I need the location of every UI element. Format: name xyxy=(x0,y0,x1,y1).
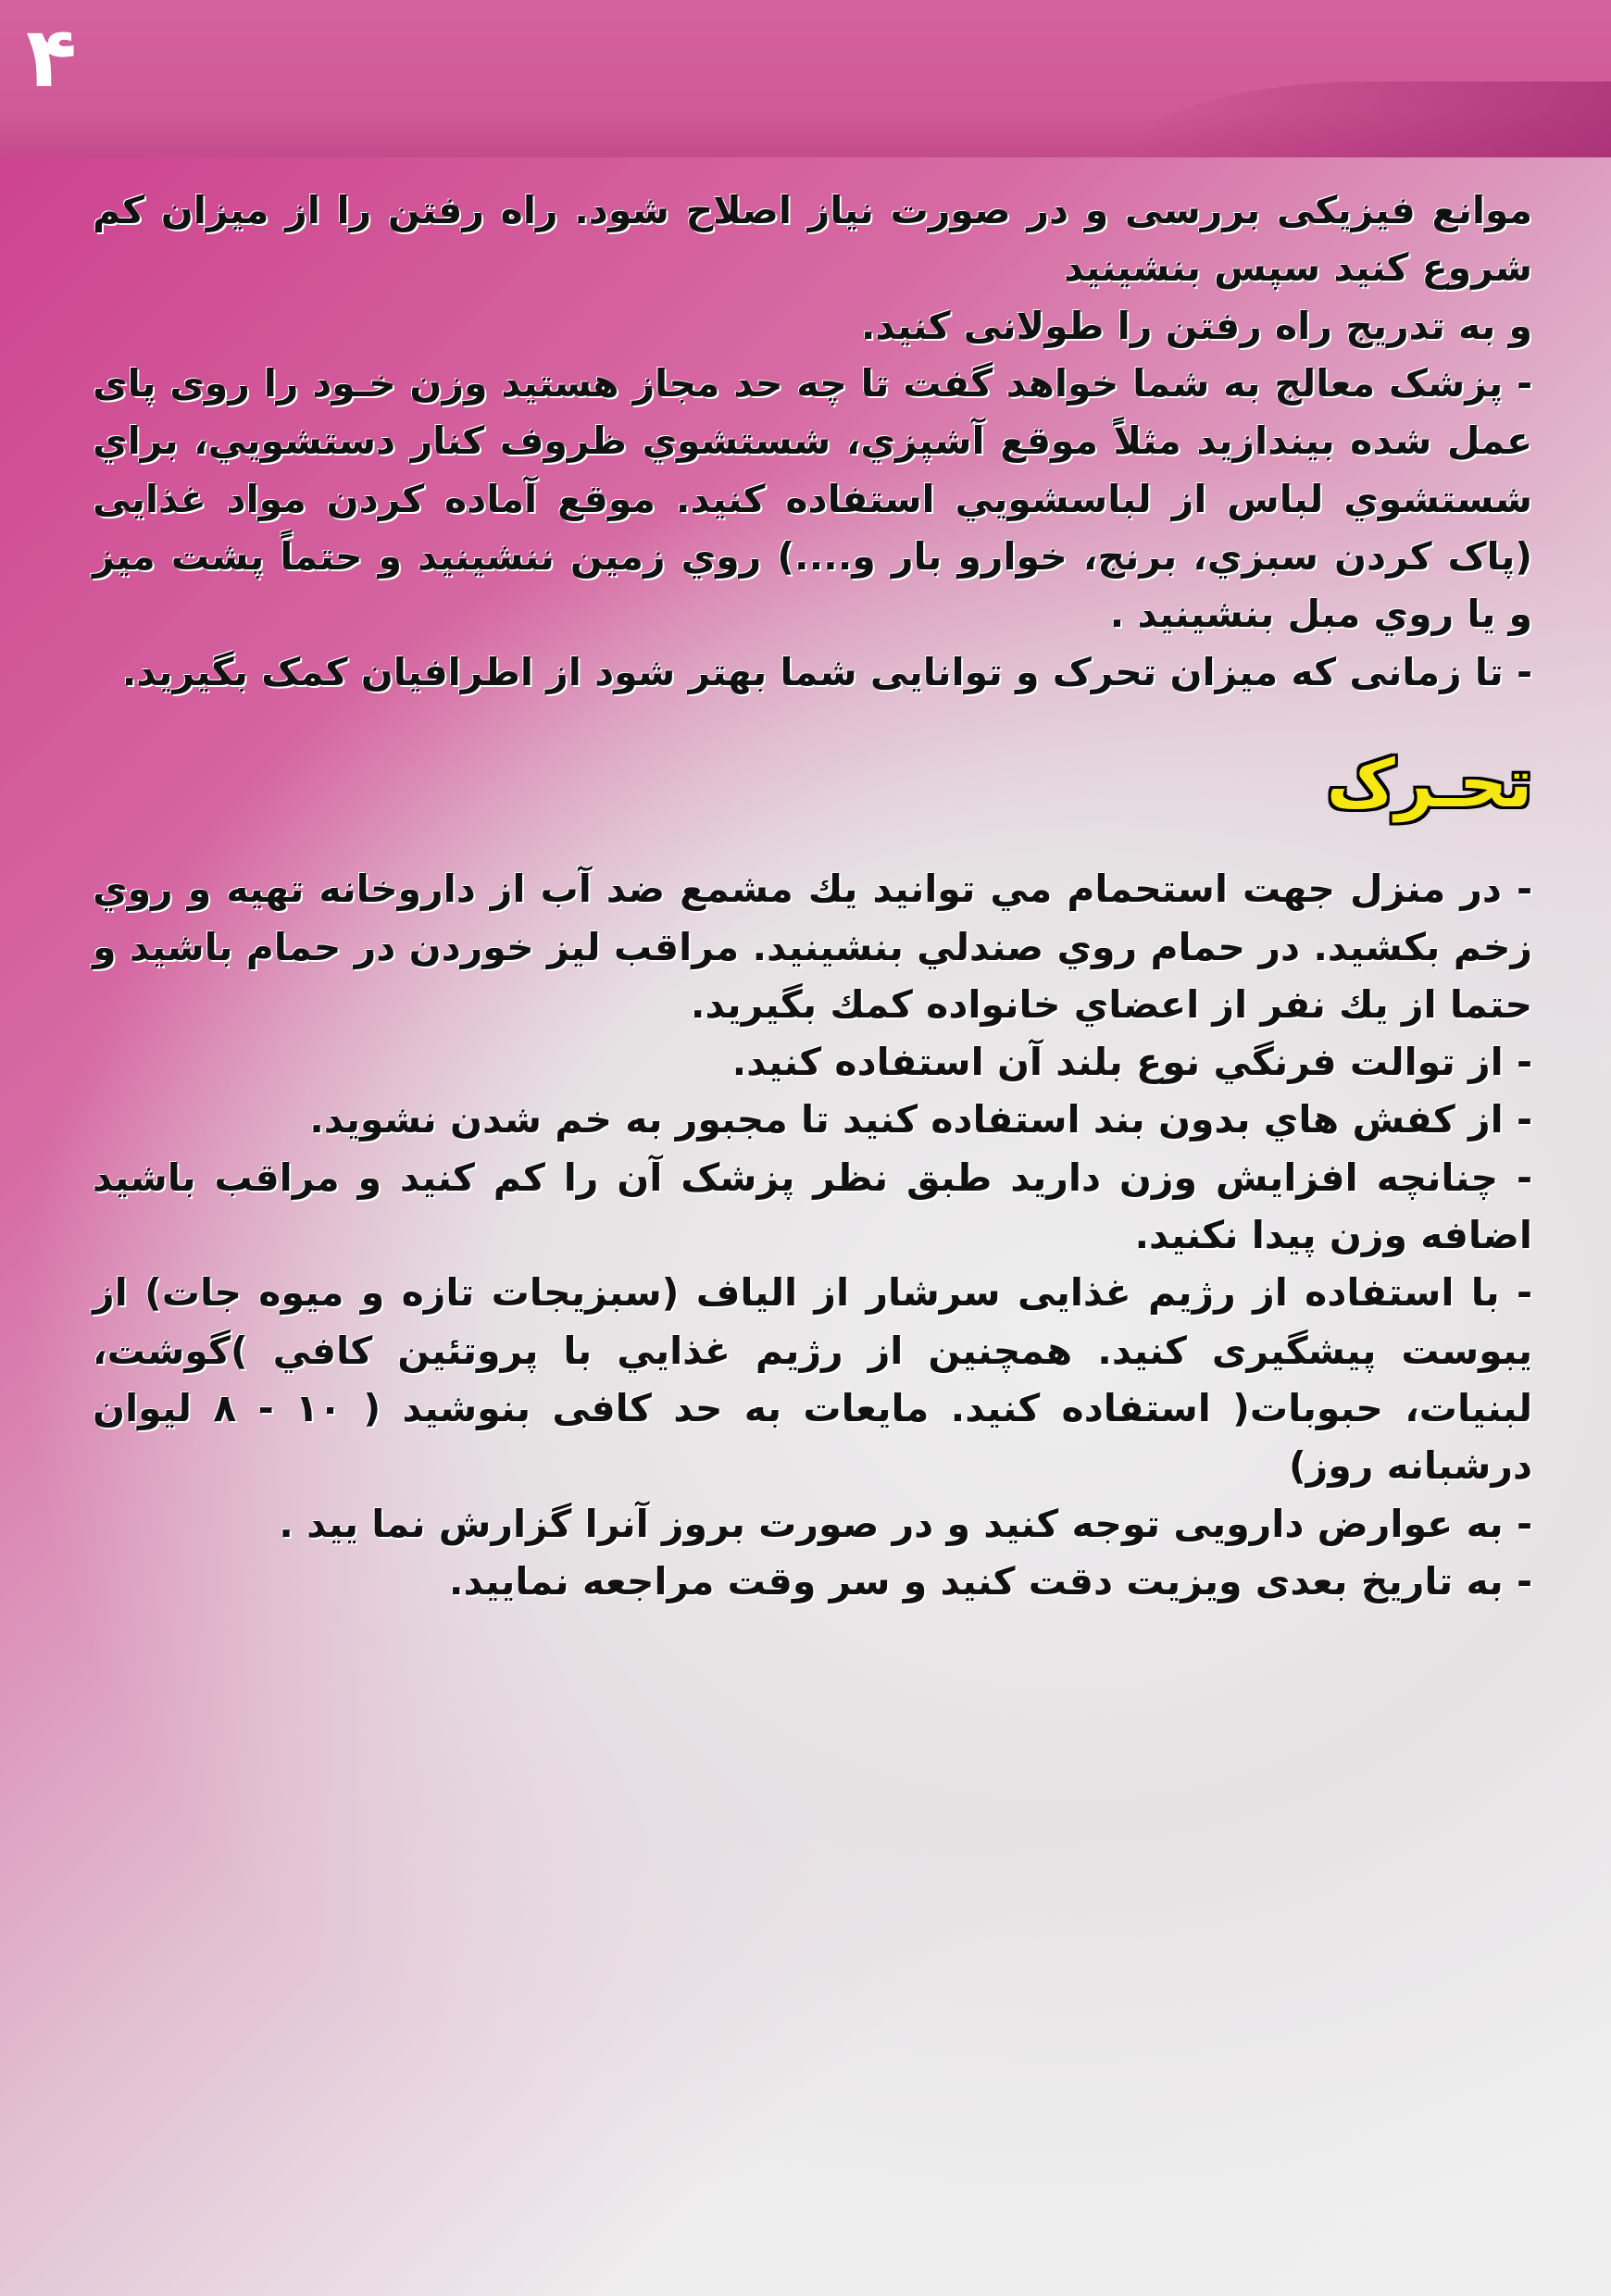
page-content xyxy=(93,181,1532,1610)
section-heading: تحـرک xyxy=(1326,743,1532,822)
paragraph: - به تاریخ بعدی ویزیت دقت کنید و سر وقت مراجعه نمایید. xyxy=(448,1558,1532,1603)
paragraph: - در منزل جهت استحمام مي توانید يك مشمع ضد آب از داروخانه تهیه و روي زخم بکشید. در حمام روي صندلي بنشینید. مراقب لیز خوردن در حمام باشید و حتما از يك نفر از اعضاي خانواده كمك بگیرید. xyxy=(93,867,1532,1027)
paragraph: - به عوارض دارویی توجه کنید و در صورت بروز آنرا گزارش نما یید . xyxy=(279,1501,1532,1546)
header-swoosh-decoration xyxy=(1130,81,1611,157)
section-heading-container xyxy=(93,743,1532,823)
paragraph: - چنانچه افزایش وزن دارید طبق نظر پزشک آن را کم کنید و مراقب باشید اضافه وزن پیدا نکنید. xyxy=(93,1154,1532,1258)
paragraph: - از کفش هاي بدون بند استفاده كنيد تا مجبور به خم شدن نشوید. xyxy=(309,1097,1532,1142)
paragraph: - تا زمانی که میزان تحرک و توانایی شما بهتر شود از اطرافیان کمک بگیرید. xyxy=(121,649,1532,694)
paragraph: - از توالت فرنگي نوع بلند آن استفاده کنید. xyxy=(731,1040,1532,1085)
paragraph: موانع فیزیکی بررسی و در صورت نیاز اصلاح شود. راه رفتن را از میزان کم شروع کنید سپس بنشینید xyxy=(93,188,1532,291)
paragraph: - پزشک معالج به شما خواهد گفت تا چه حد مجاز هستید وزن خـود را روی پای عمل شده بیندازید مثلاً موقع آشپزي، شستشوي ظروف کنار دستشويي، براي شستشوي لباس از لباسشويي استفاده کنید. موقع آماده کردن مواد غذایی (پاک کردن سبزي، برنج، خوارو بار و....) روي زمین ننشینید و حتماً پشت میز و یا روي مبل بنشینید . xyxy=(93,360,1532,637)
page-header-band xyxy=(0,0,1611,157)
paragraph: و به تدریج راه رفتن را طولانی کنید. xyxy=(860,303,1532,348)
paragraph: - با استفاده از رژیم غذایی سرشار از الیاف (سبزیجات تازه و میوه جات) از یبوست پیشگیری کنید. همچنین از رژیم غذايي با پروتئین كافي )گوشت، لبنیات، حبوبات( استفاده کنید. مایعات به حد کافی بنوشید ( ۱۰ - ۸ لیوان درشبانه روز) xyxy=(93,1270,1532,1489)
page-number: ۴ xyxy=(26,9,77,106)
